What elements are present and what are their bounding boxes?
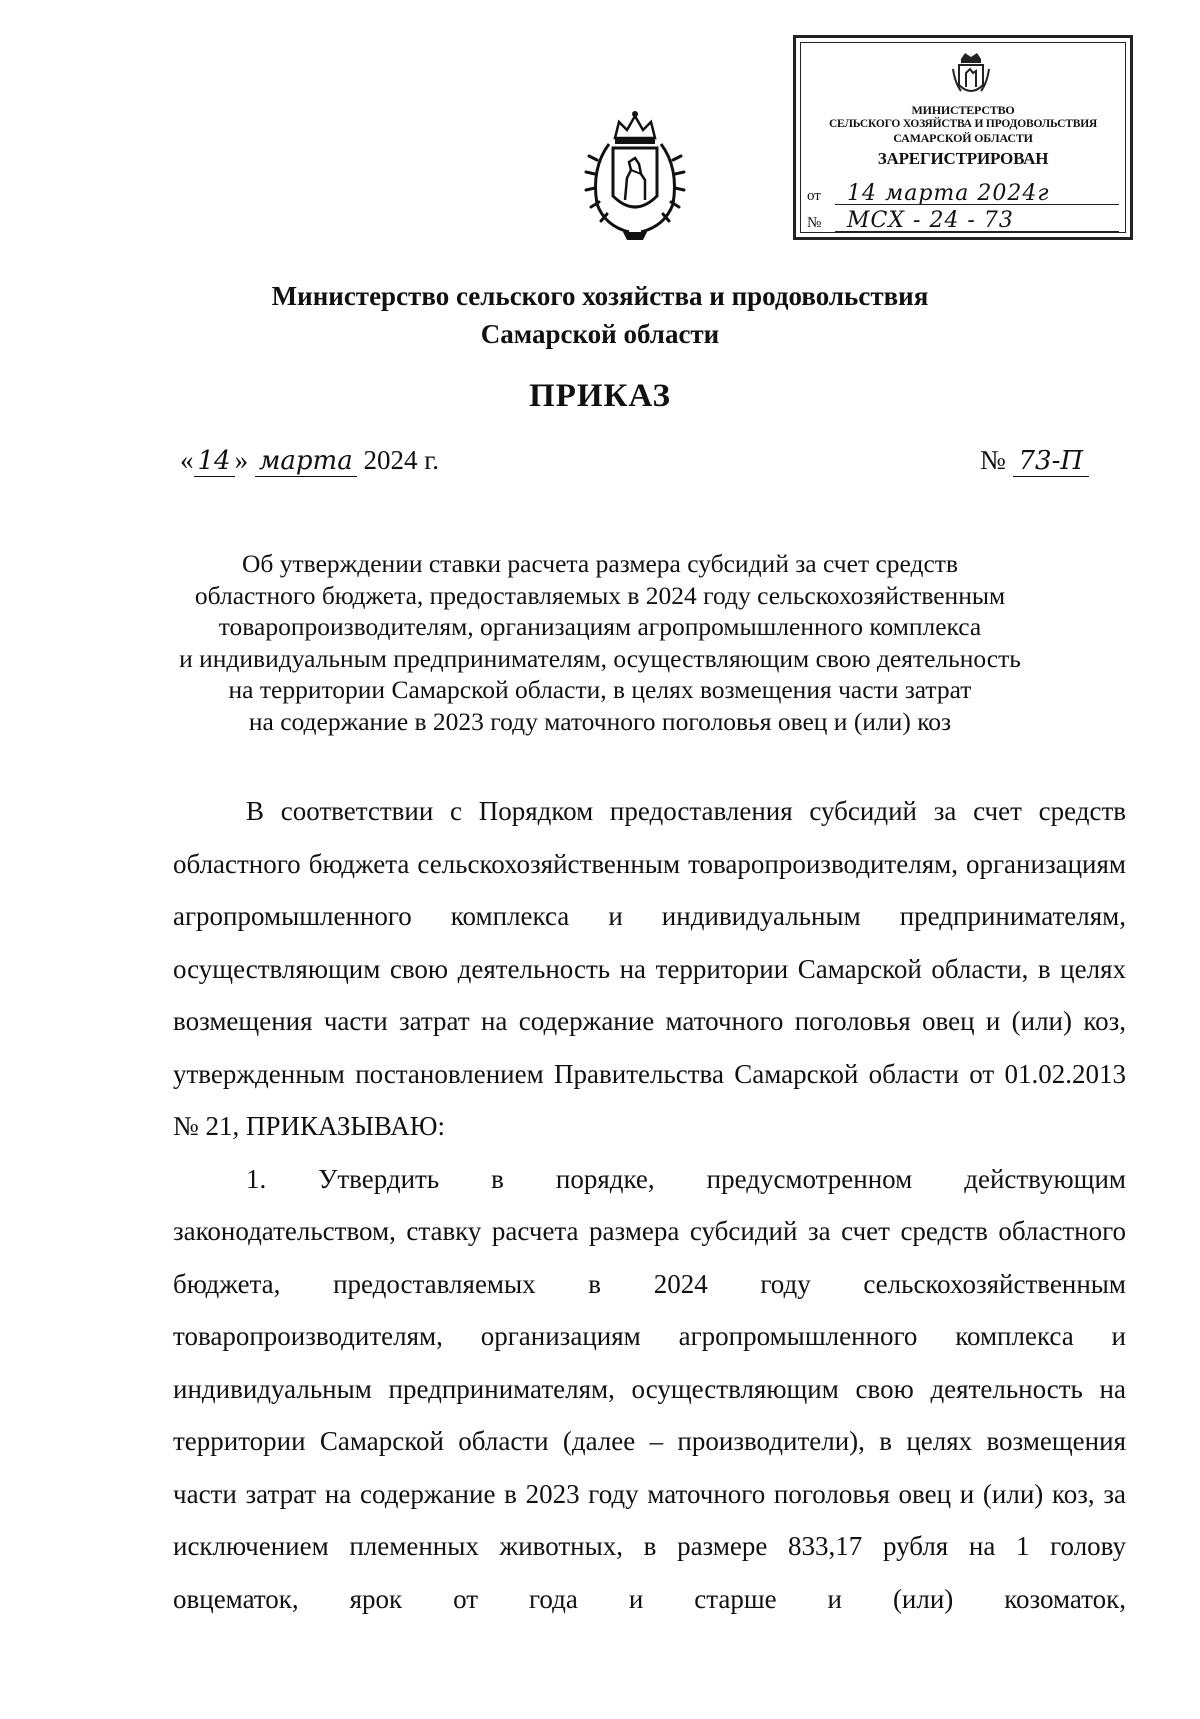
- subject-line: на содержание в 2023 году маточного поголовья овец и (или) коз: [248, 706, 952, 736]
- registration-stamp: [793, 35, 1133, 240]
- subject-line: на территории Самарской области, в целях возмещения части затрат: [228, 675, 972, 704]
- preamble-paragraph: В соответствии с Порядком предоставления субсидий за счет средств областного бюджета сельскохозяйственным товаропроизводителям, организациям агропромышленного комплекса и индивидуальным предпринимателям, осуществляющим свою деятельность на территории Самарской области, в целях возмещения части затрат на содержание маточного поголовья овец и (или) коз, утвержденным постановлением Правительства Самарской области от 01.02.2013 № 21, ПРИКАЗЫВАЮ:: [173, 796, 1126, 1141]
- subject-line: и индивидуальным предпринимателям, осуществляющим свою деятельность: [179, 643, 1021, 673]
- order-number: [980, 445, 1089, 476]
- date-open-quote: «: [180, 445, 194, 475]
- order-number-handwritten: 73-П: [1013, 446, 1090, 477]
- stamp-ministry-line: СЕЛЬСКОГО ХОЗЯЙСТВА И ПРОДОВОЛЬСТВИЯ: [828, 118, 1098, 130]
- date-close-quote: »: [234, 445, 249, 475]
- stamp-number-handwritten: МСХ - 24 - 73: [847, 208, 1014, 233]
- subject-line: областного бюджета, предоставляемых в 2024 году сельскохозяйственным: [194, 580, 1006, 610]
- order-subject: [150, 548, 1050, 737]
- stamp-number-label: №: [807, 215, 822, 231]
- samara-coat-of-arms-icon: [583, 108, 687, 242]
- ministry-name: [0, 277, 1200, 353]
- order-number-label: №: [980, 445, 1006, 475]
- order-body: [173, 785, 1126, 1625]
- stamp-ministry-line: САМАРСКОЙ ОБЛАСТИ: [893, 131, 1033, 145]
- stamp-date-label: от: [807, 188, 821, 204]
- stamp-date-row: [807, 183, 1119, 207]
- order-date: [180, 445, 439, 476]
- stamp-coat-of-arms-icon: [951, 49, 991, 99]
- subject-line: товаропроизводителям, организациям агропромышленного комплекса: [218, 612, 982, 641]
- ministry-name-line1: Министерство сельского хозяйства и продовольствия: [271, 281, 929, 311]
- stamp-ministry-line: МИНИСТЕРСТВО: [911, 103, 1015, 117]
- stamp-date-handwritten: 14 марта 2024г: [847, 181, 1050, 206]
- stamp-inner-border: [800, 42, 1126, 233]
- document-type-heading: ПРИКАЗ: [529, 378, 671, 414]
- order-month-handwritten: марта: [255, 446, 357, 477]
- order-day-handwritten: 14: [194, 446, 235, 477]
- stamp-registered-label: ЗАРЕГИСТРИРОВАН: [877, 149, 1049, 168]
- stamp-number-row: [807, 210, 1119, 234]
- ministry-name-line2: Самарской области: [480, 319, 720, 349]
- subject-line: Об утверждении ставки расчета размера субсидий за счет средств: [242, 549, 958, 578]
- item-1-paragraph: 1. Утвердить в порядке, предусмотренном действующим законодательством, ставку расчета размера субсидий за счет средств областного бюджета, предоставляемых в 2024 году сельскохозяйственным товаропроизводителям, организациям агропромышленного комплекса и индивидуальным предпринимателям, осуществляющим свою деятельность на территории Самарской области (далее – производители), в целях возмещения части затрат на содержание в 2023 году маточного поголовья овец и (или) коз, за исключением племенных животных, в размере 833,17 рубля на 1 голову овцематок, ярок от года и старше и (или) козоматок,: [173, 1163, 1126, 1614]
- order-year: 2024 г.: [363, 445, 439, 475]
